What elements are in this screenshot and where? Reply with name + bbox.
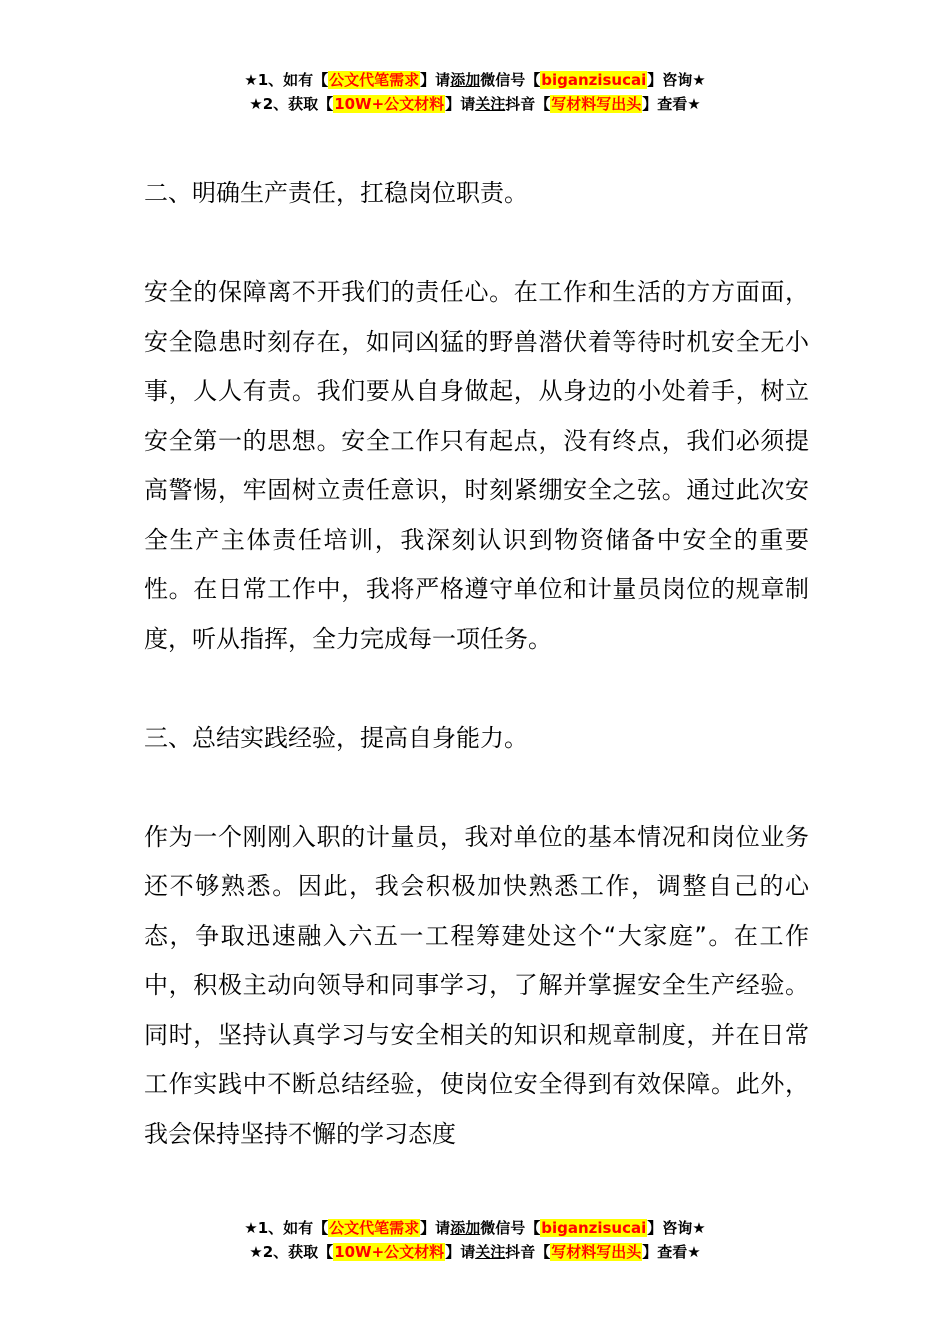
banner-line-1 (0, 68, 950, 92)
banner-line-2 (0, 1240, 950, 1264)
banner-text: 抖音【 (505, 1243, 551, 1261)
banner-text: 】请 (420, 71, 451, 89)
banner-text: 】咨询★ (647, 71, 706, 89)
underlined-text: 添加 (450, 71, 481, 89)
banner-text: 】请 (445, 95, 476, 113)
banner-line-2 (0, 92, 950, 116)
highlight-text: 公文代笔需求 (329, 1219, 420, 1237)
banner-line-1 (0, 1216, 950, 1240)
banner-text: ★2、获取【 (249, 95, 334, 113)
underlined-text: 关注 (475, 1243, 506, 1261)
highlight-text: 10W+公文材料 (334, 1243, 445, 1261)
highlight-text: biganzisucai (541, 71, 647, 89)
highlight-text: 写材料写出头 (551, 95, 642, 113)
section-heading-2: 二、明确生产责任，扛稳岗位职责。 (144, 179, 528, 207)
banner-text: 】咨询★ (647, 1219, 706, 1237)
banner-text: ★1、如有【 (244, 1219, 329, 1237)
underlined-text: 添加 (450, 1219, 481, 1237)
banner-text: 微信号【 (480, 1219, 541, 1237)
highlight-text: 10W+公文材料 (334, 95, 445, 113)
banner-text: 】查看★ (642, 95, 701, 113)
banner-text: 】请 (445, 1243, 476, 1261)
highlight-text: biganzisucai (541, 1219, 647, 1237)
paragraph-responsibility: 安全的保障离不开我们的责任心。在工作和生活的方方面面，安全隐患时刻存在，如同凶猛的野兽潜伏着等待时机安全无小事，人人有责。我们要从自身做起，从身边的小处着手，树立安全第一的思想。安全工作只有起点，没有终点，我们必须提高警惕，牢固树立责任意识，时刻紧绷安全之弦。通过此次安全生产主体责任培训，我深刻认识到物资储备中安全的重要性。在日常工作中，我将严格遵守单位和计量员岗位的规章制度，听从指挥，全力完成每一项任务。 (144, 278, 809, 653)
banner-text: 】请 (420, 1219, 451, 1237)
document-body (144, 169, 809, 1209)
paragraph-experience: 作为一个刚刚入职的计量员，我对单位的基本情况和岗位业务还不够熟悉。因此，我会积极加快熟悉工作，调整自己的心态，争取迅速融入六五一工程筹建处这个“大家庭”。在工作中，积极主动向领导和同事学习，了解并掌握安全生产经验。同时，坚持认真学习与安全相关的知识和规章制度，并在日常工作实践中不断总结经验，使岗位安全得到有效保障。此外，我会保持坚持不懈的学习态度 (144, 822, 809, 1148)
section-heading-3: 三、总结实践经验，提高自身能力。 (144, 723, 528, 752)
footer-banner (0, 1216, 950, 1264)
banner-text: ★2、获取【 (249, 1243, 334, 1261)
banner-text: 微信号【 (480, 71, 541, 89)
highlight-text: 写材料写出头 (551, 1243, 642, 1261)
banner-text: 】查看★ (642, 1243, 701, 1261)
underlined-text: 关注 (475, 95, 506, 113)
banner-text: ★1、如有【 (244, 71, 329, 89)
highlight-text: 公文代笔需求 (329, 71, 420, 89)
header-banner (0, 68, 950, 116)
banner-text: 抖音【 (505, 95, 551, 113)
